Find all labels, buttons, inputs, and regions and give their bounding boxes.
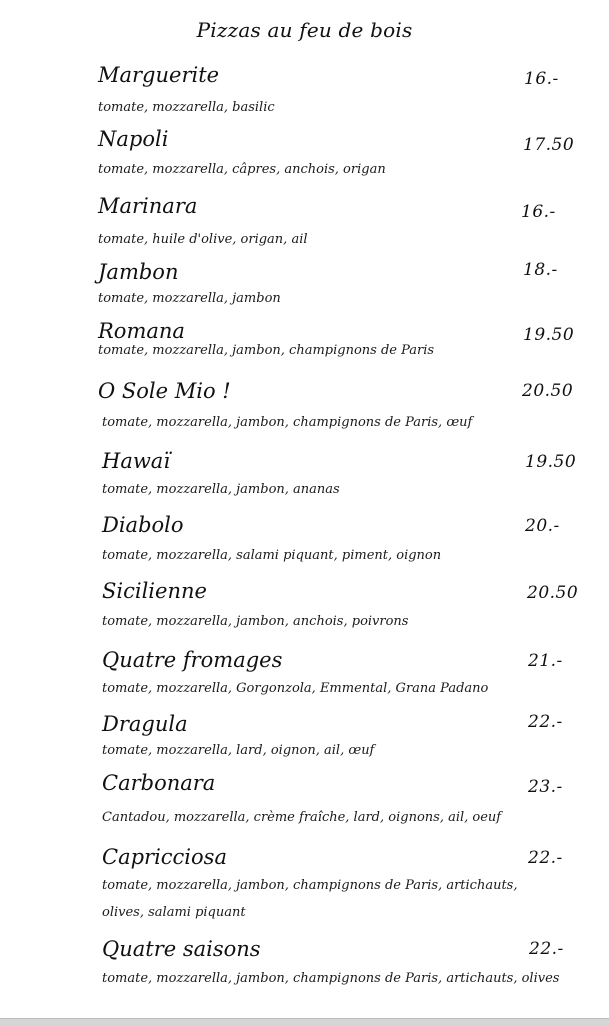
item-name: Quatre saisons (102, 937, 261, 961)
item-price: 19.50 (525, 452, 577, 472)
item-description: tomate, mozzarella, jambon, champignons de Paris (98, 343, 435, 358)
item-description: tomate, mozzarella, jambon, champignons de Paris, artichauts, (102, 878, 518, 893)
item-name: Marinara (98, 194, 198, 218)
item-price: 22.- (529, 939, 564, 959)
item-name: O Sole Mio ! (98, 379, 231, 403)
item-price: 23.- (528, 777, 563, 797)
item-name: Marguerite (98, 63, 220, 87)
item-price: 22.- (528, 712, 563, 732)
item-description: tomate, mozzarella, salami piquant, piment, oignon (102, 548, 442, 563)
item-price: 20.- (525, 516, 560, 536)
item-name: Capricciosa (102, 845, 227, 869)
item-description: tomate, mozzarella, câpres, anchois, origan (98, 162, 386, 177)
item-description: tomate, mozzarella, jambon, champignons de Paris, œuf (102, 415, 473, 430)
item-name: Carbonara (102, 771, 216, 795)
item-price: 20.50 (527, 583, 579, 603)
item-description: tomate, mozzarella, jambon (98, 291, 281, 306)
item-name: Napoli (98, 127, 169, 151)
item-description: tomate, mozzarella, jambon, ananas (102, 482, 340, 497)
item-description: tomate, mozzarella, jambon, anchois, poivrons (102, 614, 409, 629)
item-description: tomate, mozzarella, basilic (98, 100, 275, 115)
item-name: Diabolo (102, 513, 184, 537)
item-name: Romana (98, 319, 185, 343)
item-name: Sicilienne (102, 579, 207, 603)
item-price: 16.- (524, 69, 559, 89)
item-name: Dragula (102, 712, 188, 736)
item-price: 19.50 (523, 325, 575, 345)
item-description: tomate, mozzarella, lard, oignon, ail, œuf (102, 743, 375, 758)
item-name: Jambon (98, 260, 179, 284)
item-price: 21.- (528, 651, 563, 671)
item-price: 17.50 (523, 135, 575, 155)
item-description: tomate, mozzarella, jambon, champignons de Paris, artichauts, olives (102, 971, 560, 986)
item-description: Cantadou, mozzarella, crème fraîche, lard, oignons, ail, oeuf (102, 810, 502, 825)
item-price: 16.- (521, 202, 556, 222)
item-price: 22.- (528, 848, 563, 868)
item-description: tomate, mozzarella, Gorgonzola, Emmental, Grana Padano (102, 681, 489, 696)
menu-title: Pizzas au feu de bois (196, 18, 413, 42)
item-price: 18.- (523, 260, 558, 280)
item-description: tomate, huile d'olive, origan, ail (98, 232, 308, 247)
item-name: Hawaï (102, 449, 171, 473)
item-price: 20.50 (522, 381, 574, 401)
item-name: Quatre fromages (102, 648, 283, 672)
item-description-line2: olives, salami piquant (102, 905, 246, 920)
